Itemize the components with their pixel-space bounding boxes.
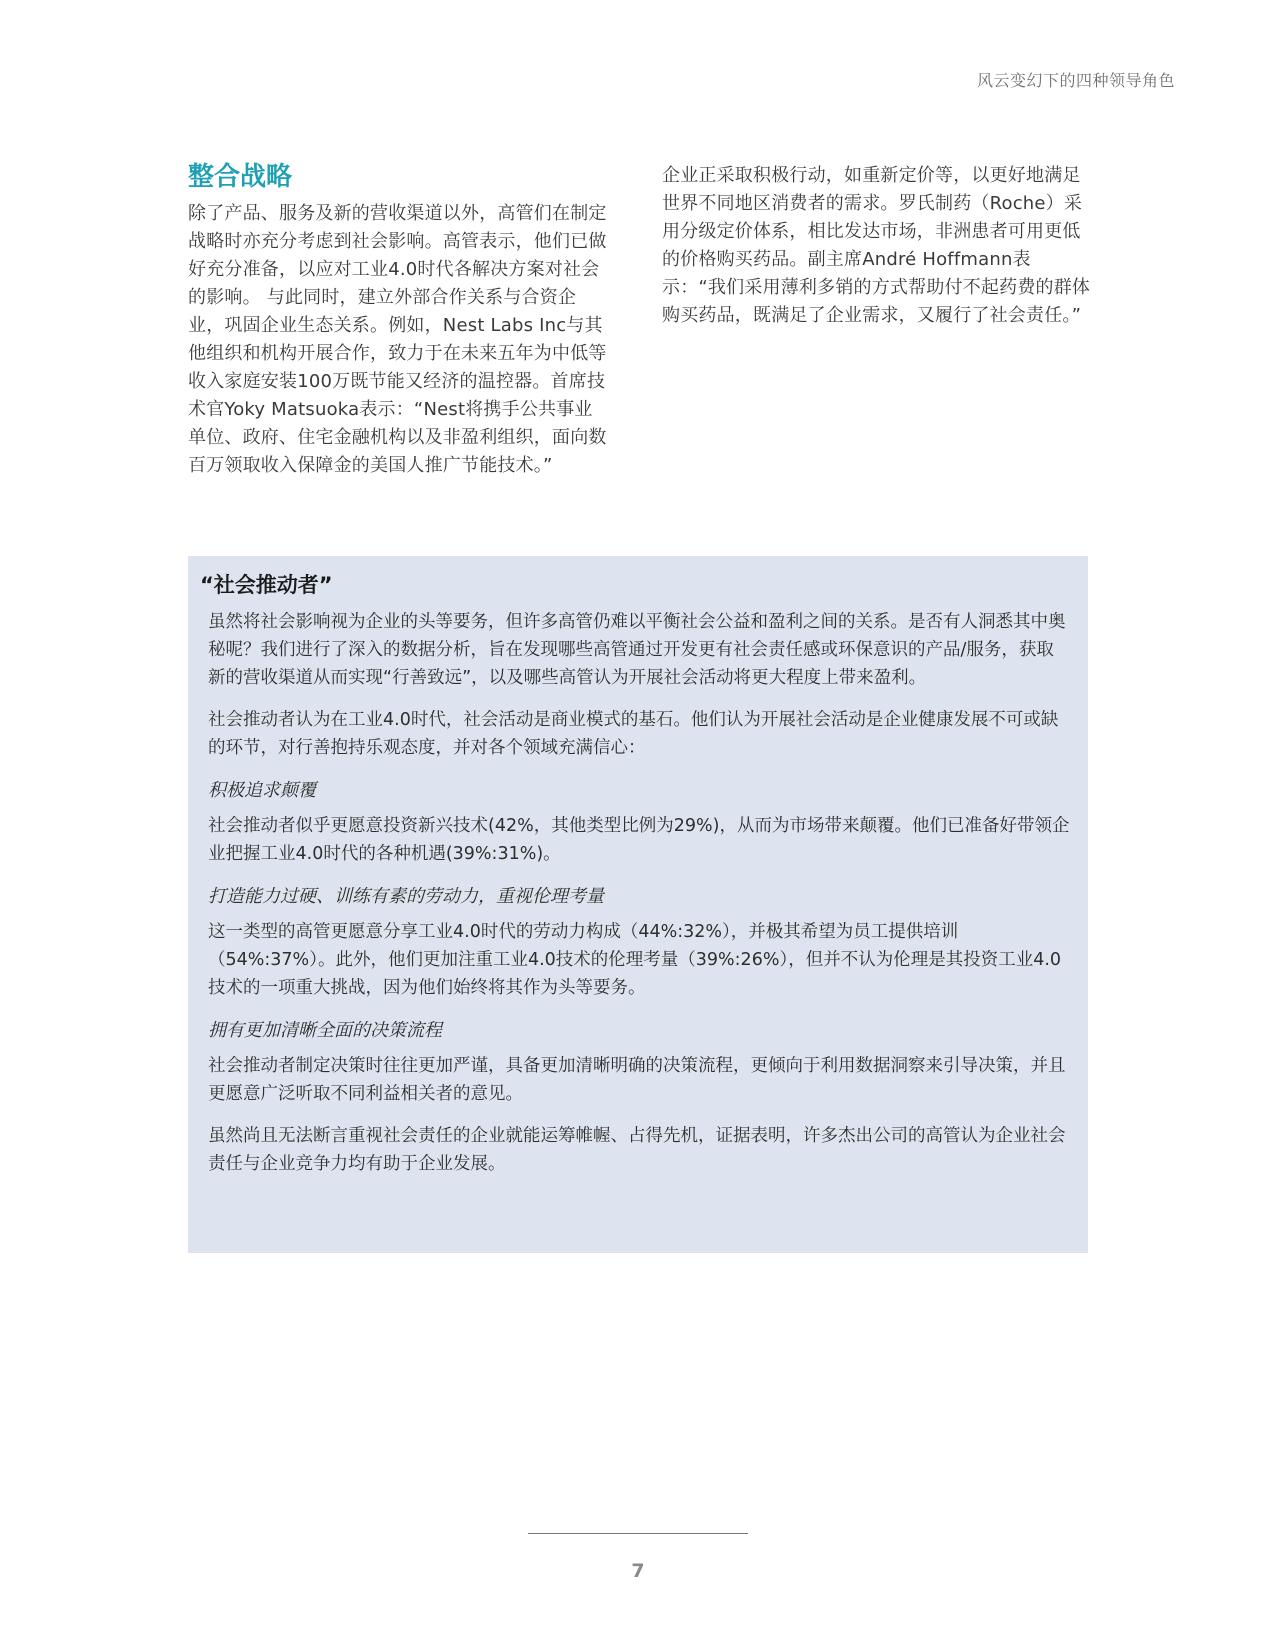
sidebar-intro-2: 社会推动者认为在工业4.0时代，社会活动是商业模式的基石。他们认为开展社会活动是企业健康发展不可或缺的环节，对行善抱持乐观态度，并对各个领域充满信心： (208, 710, 1059, 758)
running-header: 风云变幻下的四种领导角色 (976, 71, 1175, 90)
social-supers-sidebar (188, 556, 1088, 1253)
footer-divider (528, 1533, 748, 1534)
sidebar-title: “社会推动者” (200, 573, 333, 597)
sidebar-closing: 虽然尚且无法断言重视社会责任的企业就能运筹帷幄、占得先机，证据表明，许多杰出公司的高管认为企业社会责任与企业竞争力均有助于企业发展。 (208, 1126, 1066, 1174)
sidebar-intro-1: 虽然将社会影响视为企业的头等要务，但许多高管仍难以平衡社会公益和盈利之间的关系。是否有人洞悉其中奥秘呢？我们进行了深入的数据分析，旨在发现哪些高管通过开发更有社会责任感或环保意识的产品/服务，获取新的营收渠道从而实现“行善致远”，以及哪些高管认为开展社会活动将更大程度上带来盈利。 (208, 612, 1066, 688)
subheading-workforce: 打造能力过硬、训练有素的劳动力，重视伦理考量 (208, 886, 604, 907)
left-paragraph: 除了产品、服务及新的营收渠道以外，高管们在制定战略时亦充分考虑到社会影响。高管表示，他们已做好充分准备，以应对工业4.0时代各解决方案对社会的影响。 与此同时，建立外部合作关系与合资企业，巩固企业生态关系。例如，Nest Labs Inc与其他组织和机构开展合作，致力于在未来五年为中低等收入家庭安装100万既节能又经济的温控器。首席技术官Yoky Matsuoka表示：“Nest将携手公共事业单位、政府、住宅金融机构以及非盈利组织，面向数百万领取收入保障金的美国人推广节能技术。” (188, 203, 607, 476)
right-column (662, 162, 1092, 330)
subheading-decision: 拥有更加清晰全面的决策流程 (208, 1020, 442, 1041)
subheading-disruption: 积极追求颠覆 (208, 780, 316, 801)
paragraph-decision: 社会推动者制定决策时往往更加严谨，具备更加清晰明确的决策流程，更倾向于利用数据洞察来引导决策，并且更愿意广泛听取不同利益相关者的意见。 (208, 1056, 1066, 1104)
paragraph-disruption: 社会推动者似乎更愿意投资新兴技术(42%，其他类型比例为29%)，从而为市场带来颠覆。他们已准备好带领企业把握工业4.0时代的各种机遇(39%:31%)。 (208, 816, 1070, 864)
right-paragraph: 企业正采取积极行动，如重新定价等，以更好地满足世界不同地区消费者的需求。罗氏制药（Roche）采用分级定价体系，相比发达市场，非洲患者可用更低的价格购买药品。副主席André Hoffmann表示：“我们采用薄利多销的方式帮助付不起药费的群体购买药品，既满足了企业需求，又履行了社会责任。” (662, 165, 1091, 326)
section-title: 整合战略 (188, 162, 293, 192)
left-column (188, 160, 608, 480)
sidebar-body (200, 608, 1070, 1178)
paragraph-workforce: 这一类型的高管更愿意分享工业4.0时代的劳动力构成（44%:32%），并极其希望为员工提供培训（54%:37%）。此外，他们更加注重工业4.0技术的伦理考量（39%:26%），但并不认为伦理是其投资工业4.0技术的一项重大挑战，因为他们始终将其作为头等要务。 (208, 922, 1062, 998)
page-number: 7 (631, 1560, 645, 1582)
